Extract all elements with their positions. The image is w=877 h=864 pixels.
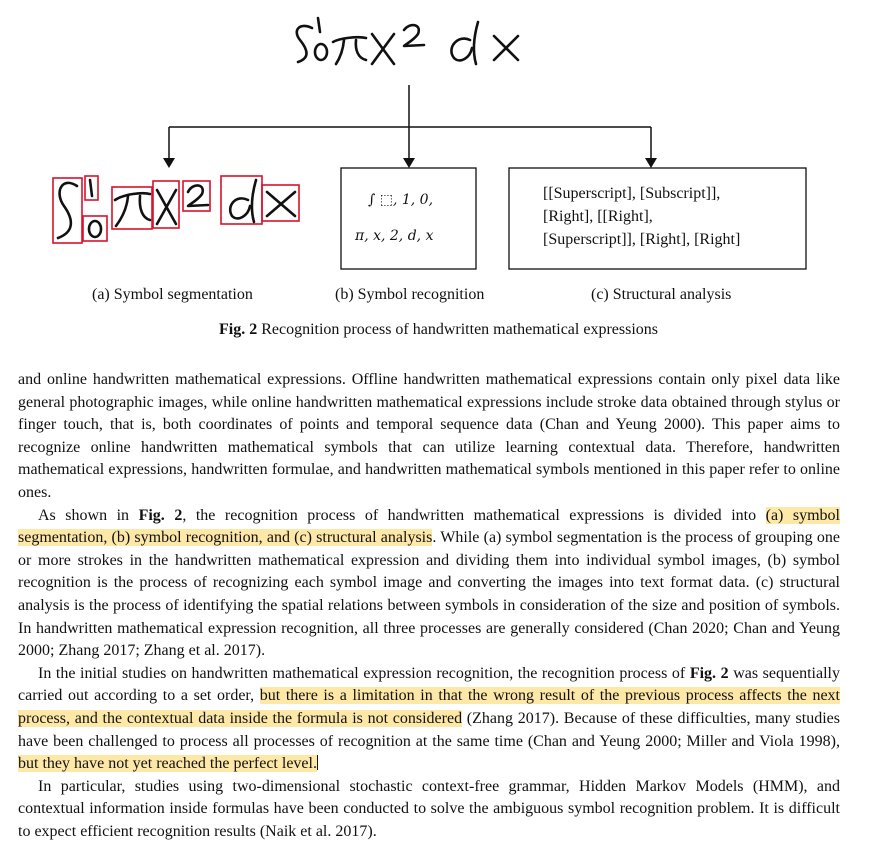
caption-b: (b) Symbol recognition: [335, 286, 485, 303]
paragraph-4: In particular, studies using two-dimensional stochastic context-free grammar, Hidden Markov Models (HMM), and contextual information inside formulas have been conducted to solve the ambiguous symbol recognition problem. It is difficult to expect efficient recognition results (Naik et al. 2017).: [18, 777, 840, 840]
handwritten-expression-top: [297, 18, 518, 64]
p3-text-a: In the initial studies on handwritten mathematical expression recognition, the recognition process of: [38, 664, 690, 682]
arrow-heads: [163, 158, 657, 168]
body-text: [18, 369, 840, 843]
p3-text-c: (Zhang 2017). Because of these difficulties, many studies have been challenged to process all processes of recognition at the same time (Chan and Yeung 2000; Miller and Viola 1998),: [18, 709, 840, 750]
recognition-box: [341, 168, 476, 269]
structural-line-2: [Right], [[Right],: [543, 208, 653, 225]
paragraph-1: and online handwritten mathematical expressions. Offline handwritten mathematical expressions contain only pixel data like general photographic images, while online handwritten mathematical expressions include stroke data obtained through stylus or finger touch, that is, both coordinates of points and temporal sequence data (Chan and Yeung 2000). This paper aims to recognize online handwritten mathematical symbols that can utilize learning contextual data. Therefore, handwritten mathematical expressions, handwritten formulae, and handwritten mathematical symbols mentioned in this paper refer to online ones.: [18, 371, 840, 501]
structural-line-1: [[Superscript], [Subscript]],: [543, 185, 721, 202]
text-cursor: [317, 755, 318, 770]
p2-text-c: . While (a) symbol segmentation is the process of grouping one or more strokes in the handwritten mathematical expression and dividing them into individual symbol images, (b) symbol recognition is the process of recognizing each symbol image and converting the images into text format data. (c) structural analysis is the process of identifying the spatial relations between symbols in consideration of the size and position of symbols. In handwritten mathematical expression recognition, all three processes are generally considered (Chan 2020; Chan and Yeung 2000; Zhang 2017; Zhang et al. 2017).: [18, 529, 841, 660]
caption-a: (a) Symbol segmentation: [92, 286, 253, 303]
figure-2: [0, 0, 877, 350]
p3-figure-ref: Fig. 2: [689, 664, 729, 682]
recognition-line-2: π, x, 2, d, x: [355, 228, 434, 244]
p3-highlight-1: but there is a limitation in that the wrong result of the previous process affects the next process, and the contextual data inside the formula is not considered: [18, 687, 840, 727]
recognition-line-1: ∫ ⬚, 1, 0,: [368, 192, 434, 208]
p3-text-b: was sequentially carried out according to a set order,: [18, 664, 840, 705]
structural-line-3: [Superscript]], [Right], [Right]: [543, 231, 741, 248]
p3-highlight-2: but they have not yet reached the perfect level.: [18, 755, 317, 773]
figure-caption: [0, 321, 877, 339]
paragraph-2: [18, 505, 840, 663]
figure-label: Fig. 2: [219, 321, 258, 338]
p2-highlight: (a) symbol segmentation, (b) symbol recognition, and (c) structural analysis: [18, 506, 841, 547]
caption-c: (c) Structural analysis: [591, 286, 732, 303]
p2-figure-ref: Fig. 2: [138, 506, 183, 524]
flow-arrows: [169, 85, 651, 160]
p2-text-b: , the recognition process of handwritten mathematical expressions is divided into: [182, 506, 766, 524]
segmented-symbols: [53, 176, 299, 243]
figure-caption-text: Recognition process of handwritten mathematical expressions: [257, 321, 658, 338]
p2-text-a: As shown in: [38, 506, 139, 524]
paragraph-3: [18, 663, 840, 776]
